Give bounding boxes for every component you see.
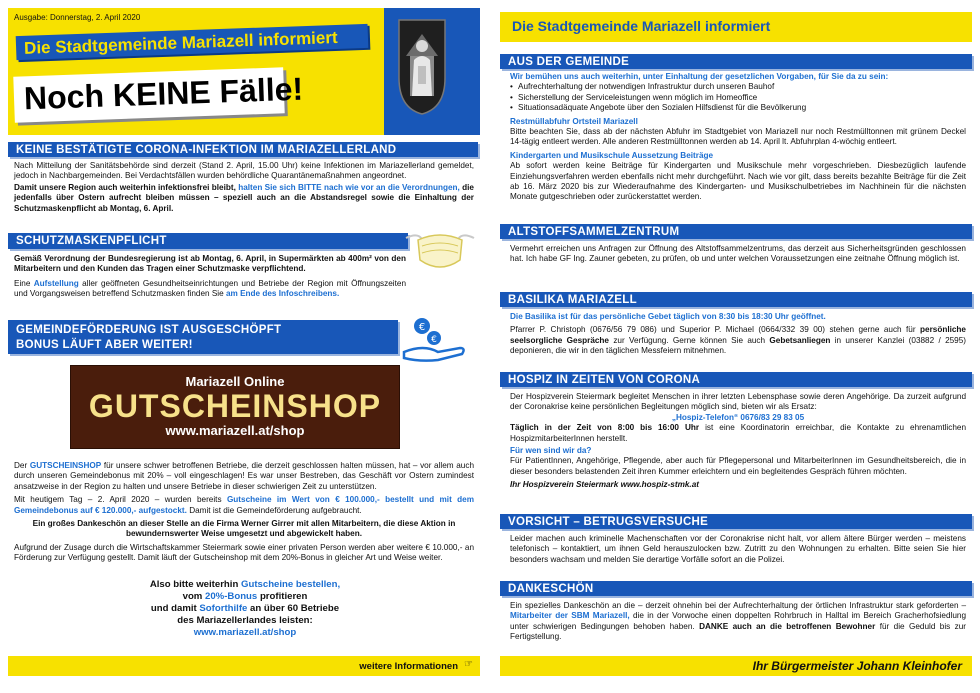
hospiz-text: Der Hospizverein Steiermark begleitet Menschen in ihrer letzten Lebensphase sowie deren Angehörige. Da zurzeit aufgrund der Coronakrise keine persönlichen Begleitungen möglich sind, bieten wir als Ersatz: „Hospiz-Telefon“ 0676/83 29 83 05 Täglich in der Zeit von 8:00 bis 16:00 Uhr ist eine Koordinatorin erreichbar, die Kontakte zu ehrenamtlichen HospizmitarbeiterInnen herstellt. Für wen sind wir da? Für PatientInnen, Angehörige, Pflegende, aber auch für Pflegepersonal und MitarbeiterInnen im Gesundheitsbereich, die in dieser besonders belastenden Zeit ihren Kummer erleichtern und ein begleitendes Gespräch führen möchten. Ihr Hospizverein Steiermark www.hospiz-stmk.at — [510, 392, 967, 490]
face-mask-icon — [402, 226, 478, 276]
shop-link[interactable]: www.mariazell.at/shop — [193, 627, 297, 638]
headline-box — [13, 67, 304, 122]
gutscheinshop-banner[interactable]: Mariazell Online GUTSCHEINSHOP www.mariazell.at/shop — [70, 365, 400, 449]
betrug-text: Leider machen auch kriminelle Machenschaften vor der Coronakrise nicht halt, vor allem ältere Bürger werden – meistens telefonisch – kontaktiert, um ihnen Geld herauszulocken bzw. Zutritt zu den Wohnungen zu erhalten. Bitte seien Sie hier besonders wachsam und melden Sie derartige Vorfälle sofort an die Polizei. — [510, 534, 966, 564]
mayor-signature: Ihr Bürgermeister Johann Kleinhofer — [752, 659, 962, 673]
left-page — [0, 0, 488, 693]
headline: Noch KEINE Fälle! — [23, 70, 304, 117]
right-page — [492, 0, 980, 693]
gutschein-call-to-action: Also bitte weiterhin Gutscheine bestellen, vom 20%-Bonus profitieren und damit Soforthilfe an über 60 Betriebe des Mariazellerlandes leisten: www.mariazell.at/shop — [100, 579, 390, 639]
left-masthead: Die Stadtgemeinde Mariazell informiert — [16, 24, 369, 60]
coins-hand-icon — [400, 312, 480, 362]
section-title-schutzmasken: SCHUTZMASKENPFLICHT — [8, 233, 408, 249]
list-item: • Aufrechterhaltung der notwendigen Infrastruktur durch unseren Bauhof — [510, 82, 966, 92]
danke-text: Ein spezielles Dankeschön an die – derzeit ohnehin bei der Aufrechterhaltung der örtlichen Infrastruktur stark geforderten – Mitarbeiter der SBM Mariazell, die in der Vorwoche einen doppelten Rohrbruch in Halltal im Bereich Gracherhofsiedlung unter schwierigen Bedingungen behoben haben. DANKE auch an die betroffenen Bewohner für die Geduld bis zur Fertigstellung. — [510, 601, 967, 642]
svg-text:€: € — [418, 322, 426, 333]
asz-text: Vermehrt erreichen uns Anfragen zur Öffnung des Altstoffsammelzentrums, das derzeit aus Sicherheitsgründen geschlossen hat. Ich habe GF Ing. Zauner gebeten, zu prüfen, ob und unter welchen Voraussetzungen eine zeitnahe Öffnung möglich ist. — [510, 244, 966, 264]
schutzmasken-text: Gemäß Verordnung der Bundesregierung ist ab Montag, 6. April, in Supermärkten ab 400m² von den Mitarbeitern und den Kunden das Tragen einer Schutzmaske verpflichtend. Eine Aufstellung aller geöffneten Gesundheitseinrichtungen und Betriebe der Region mit Öffnungszeiten und Vorgangsweisen betreffend Schutzmasken finden Sie am Ende des Infoschreibens. — [14, 254, 406, 299]
section-title-hospiz: HOSPIZ IN ZEITEN VON CORONA — [500, 372, 972, 387]
issue-date: Ausgabe: Donnerstag, 2. April 2020 — [14, 13, 141, 22]
section-title-betrug: VORSICHT – BETRUGSVERSUCHE — [500, 514, 972, 529]
section-title-gemeinde: AUS DER GEMEINDE — [500, 54, 972, 69]
basilika-text: Die Basilika ist für das persönliche Gebet täglich von 8:30 bis 18:30 Uhr geöffnet. Pfarrer P. Christoph (0676/56 79 086) und Superior P. Michael (0664/332 39 00) stehen gerne auch für persönliche seelsorgliche Gespräche zur Verfügung. Gerne können Sie auch Gebetsanliegen in unserer Kanzlei (03882 / 2595) deponieren, die wir in den täglichen Messfeiern mitnehmen. — [510, 312, 967, 356]
svg-text:€: € — [431, 335, 437, 345]
left-footer — [8, 656, 480, 676]
section-title-gemeindefoerderung: GEMEINDEFÖRDERUNG IST AUSGESCHÖPFT BONUS LÄUFT ABER WEITER! — [8, 320, 398, 354]
right-footer — [500, 656, 972, 676]
list-item: • Situationsadäquate Angebote über den Sozialen Hilfsdienst für die Bevölkerung — [510, 103, 966, 113]
gutschein-text: Der GUTSCHEINSHOP für unsere schwer betroffenen Betriebe, die derzeit geschlossen halten müssen, hat – vor allem auch durch unseren Gemeindebonus mit 20% – voll eingeschlagen! Es war unser Bestreben, das Geschäft vor Ostern zumindest ansatzweise in der Region zu halten und unsere Betriebe in dieser schwierigen Zeit zu unterstützen. Mit heutigem Tag – 2. April 2020 – wurden bereits Gutscheine im Wert von € 100.000,- bestellt und mit dem Gemeindebonus auf € 120.000,- aufgestockt. Damit ist die Gemeindeförderung aufgebraucht. Ein großes Dankeschön an dieser Stelle an die Firma Werner Girrer mit allen Mitarbeitern, die diese Aktion in bewundernswerter Weise umgesetzt und abgewickelt haben. Aufgrund der Zusage durch die Wirtschaftskammer Steiermark sowie einer privaten Person werden aber weitere € 10.000,- an Förderung zur Verfügung gestellt. Damit läuft der Gutscheinshop mit dem 20%-Bonus in gleicher Art und Weise weiter. — [14, 461, 475, 563]
more-info-link[interactable]: weitere Informationen — [359, 661, 458, 672]
corona-text: Nach Mitteilung der Sanitätsbehörde sind derzeit (Stand 2. April, 15.00 Uhr) keine Infektionen im Mariazellerland gemeldet, jedoch in Nachbargemeinden. Bei Verdachtsfällen wurden behördliche Quarantänemaßnahmen angeordnet. Damit unsere Region auch weiterhin infektionsfrei bleibt, halten Sie sich BITTE nach wie vor an die Verordnungen, die jedenfalls über Ostern aufrecht bleiben müssen – speziell auch an die Abstandsregel sowie die Einhaltung der Schutzmaskenpflicht ab Montag, 6. April. — [14, 161, 474, 213]
section-title-corona: KEINE BESTÄTIGTE CORONA-INFEKTION IM MARIAZELLERLAND — [8, 142, 478, 157]
section-title-danke: DANKESCHÖN — [500, 581, 972, 596]
right-masthead: Die Stadtgemeinde Mariazell informiert — [500, 12, 972, 42]
gemeinde-list — [510, 82, 966, 113]
list-item: • Sicherstellung der Serviceleistungen wenn möglich im Homeoffice — [510, 93, 966, 103]
pointer-hand-icon: ☞ — [464, 659, 473, 670]
section-title-basilika: BASILIKA MARIAZELL — [500, 292, 972, 307]
section-title-asz: ALTSTOFFSAMMELZENTRUM — [500, 224, 972, 239]
coat-of-arms-icon — [396, 16, 448, 116]
gemeinde-text: Wir bemühen uns auch weiterhin, unter Einhaltung der gesetzlichen Vorgaben, für Sie da zu sein: • Aufrechterhaltung der notwendigen Infrastruktur durch unseren Bauhof • Sicherstellung der Serviceleistungen wenn möglich im Homeoffice • Situationsadäquate Angebote über den Sozialen Hilfsdienst für die Bevölkerung Restmüllabfuhr Ortsteil Mariazell Bitte beachten Sie, dass ab der nächsten Abfuhr im Stadtgebiet von Mariazell nur noch Restmülltonnen mit grünem Deckel 14-tägig entleert werden. Alle anderen Restmülltonnen werden ab 14. April lt. Abfuhrplan 4-wöchig entleert. Kindergarten und Musikschule Aussetzung Beiträge Ab sofort werden keine Beiträge für Kindergarten und Musikschule mehr vorgeschrieben. Diesbezüglich laufende Einziehungsverfahren werden ebenfalls nicht mehr durchgeführt. Nach wie vor gilt, dass bereits bezahlte Beiträge für die Zeit ab 16. März 2020 bis zur Wiederaufnahme des Kindergarten- und Musikschulbetriebes im Nachhinein für die nächsten Monate gutgeschrieben oder zurückerstattet werden. — [510, 72, 966, 203]
